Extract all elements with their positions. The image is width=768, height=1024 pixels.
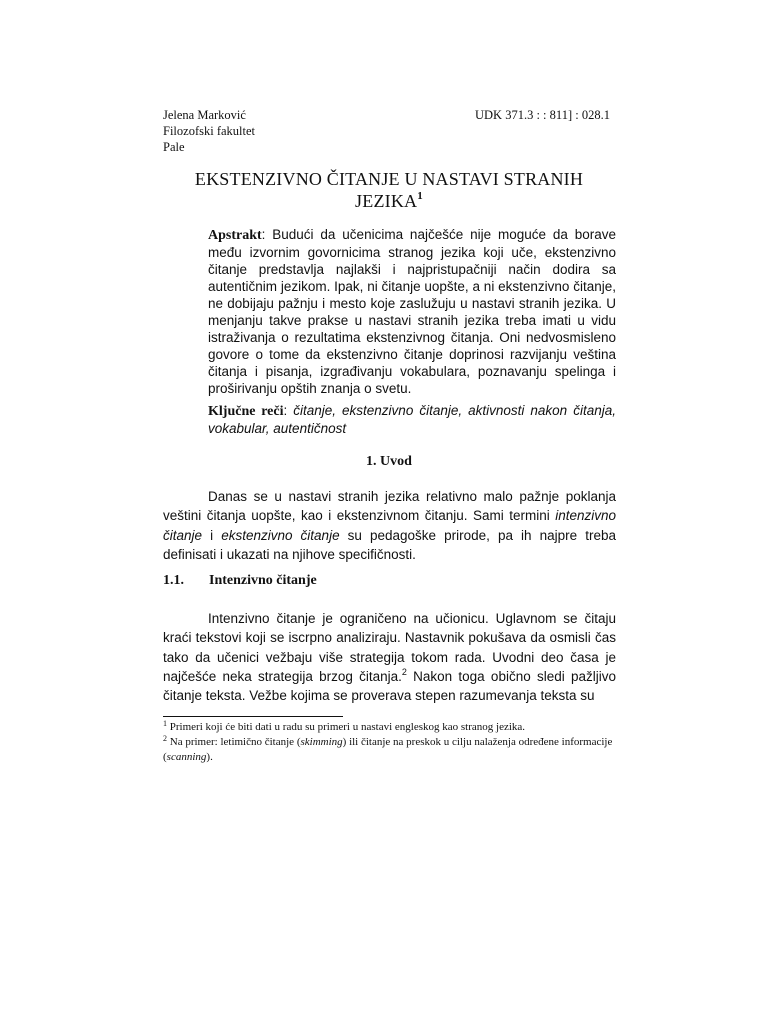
footnote-1-mark: 1: [163, 719, 167, 728]
keywords-text: čitanje, ekstenzivno čitanje, aktivnosti nakon čitanja, vokabular, autentičnost: [208, 403, 616, 436]
author-institution: Filozofski fakultet: [163, 124, 255, 138]
paper-title-text: EKSTENZIVNO ČITANJE U NASTAVI STRANIH JEZIKA: [194, 169, 584, 211]
footnotes: [163, 720, 618, 765]
footnote-1-text: Primeri koji će biti dati u radu su primeri u nastavi engleskog kao stranog jezika.: [167, 721, 526, 733]
paper-title: [163, 168, 615, 212]
subsection-number: 1.1.: [163, 573, 184, 588]
footnote-ref-2: 2: [401, 666, 407, 677]
footnote-2-text-1: Na primer: letimično čitanje (: [167, 736, 301, 748]
keywords-label: Ključne reči: [208, 404, 284, 419]
footnote-2-term-skimming: skimming: [300, 736, 343, 748]
footnote-2: [163, 735, 618, 765]
footnote-2-text-2: ) ili čitanje na preskok u cilju nalaženja određene informacije (: [163, 736, 613, 763]
title-footnote-mark: 1: [417, 190, 423, 202]
abstract: [208, 226, 616, 397]
udk-code: UDK 371.3 : : 811] : 028.1: [475, 108, 610, 122]
intensive-text-1: Intenzivno čitanje je ograničeno na učionicu. Uglavnom se čitaju kraći tekstovi koji se iscrpno analiziraju. Nastavnik pokušava da osmisli čas tako da učenici vežbaju više strategija tokom rada. Uvodni deo časa je najčešće neka strategija brzog čitanja.: [163, 611, 616, 684]
keywords: [208, 402, 616, 437]
abstract-label: Apstrakt: [208, 228, 262, 243]
intensive-text-2: Nakon toga obično sledi pažljivo čitanje teksta. Vežbe kojima se proverava stepen razumevanja teksta su: [163, 668, 616, 704]
footnote-2-term-scanning: scanning: [166, 751, 207, 763]
author-name: Jelena Marković: [163, 108, 246, 122]
subsection-heading: [163, 572, 317, 590]
section-heading-intro: 1. Uvod: [366, 454, 412, 469]
intro-text-1: Danas se u nastavi stranih jezika relativno malo pažnje poklanja veštini čitanja uopšte, kao i ekstenzivnom čitanju. Sami termini: [163, 489, 616, 524]
footnote-separator: [163, 716, 343, 717]
footnote-2-mark: 2: [163, 734, 167, 743]
author-block: [163, 107, 255, 155]
author-city: Pale: [163, 140, 185, 154]
keywords-separator: :: [283, 403, 294, 418]
footnote-1: [163, 720, 618, 735]
intro-text-2: i: [202, 527, 222, 543]
footnote-2-text-3: ).: [206, 751, 213, 763]
intro-paragraph: [163, 487, 616, 564]
abstract-text: : Budući da učenicima najčešće nije moguće da borave među izvornim govornicima stranog jezika koji uče, ekstenzivno čitanje predstavlja najlakši i najpristupačniji način dodira sa autentičnim jezikom. Ipak, ni čitanje uopšte, a ni ekstenzivno čitanje, ne dobijaju pažnju i mesto koje zaslužuju u nastavi stranih jezika. U menjanju takve prakse u nastavi stranih jezika treba imati u vidu istraživanja o rezultatima ekstenzivnog čitanja. Oni nedvosmisleno govore o tome da ekstenzivno čitanje doprinosi razvijanju veština čitanja i pisanja, izgrađivanju vokabulara, poznavanju spelinga i proširivanju opštih znanja o svetu.: [208, 227, 616, 396]
intro-term-intensive: intenzivno čitanje: [163, 508, 616, 543]
intensive-reading-paragraph: [163, 609, 616, 705]
intro-text-3: su pedagoške prirode, pa ih najpre treba definisati i ukazati na njihove specifičnosti.: [163, 527, 616, 562]
subsection-title: Intenzivno čitanje: [209, 573, 317, 588]
intro-term-extensive: ekstenzivno čitanje: [221, 527, 340, 543]
